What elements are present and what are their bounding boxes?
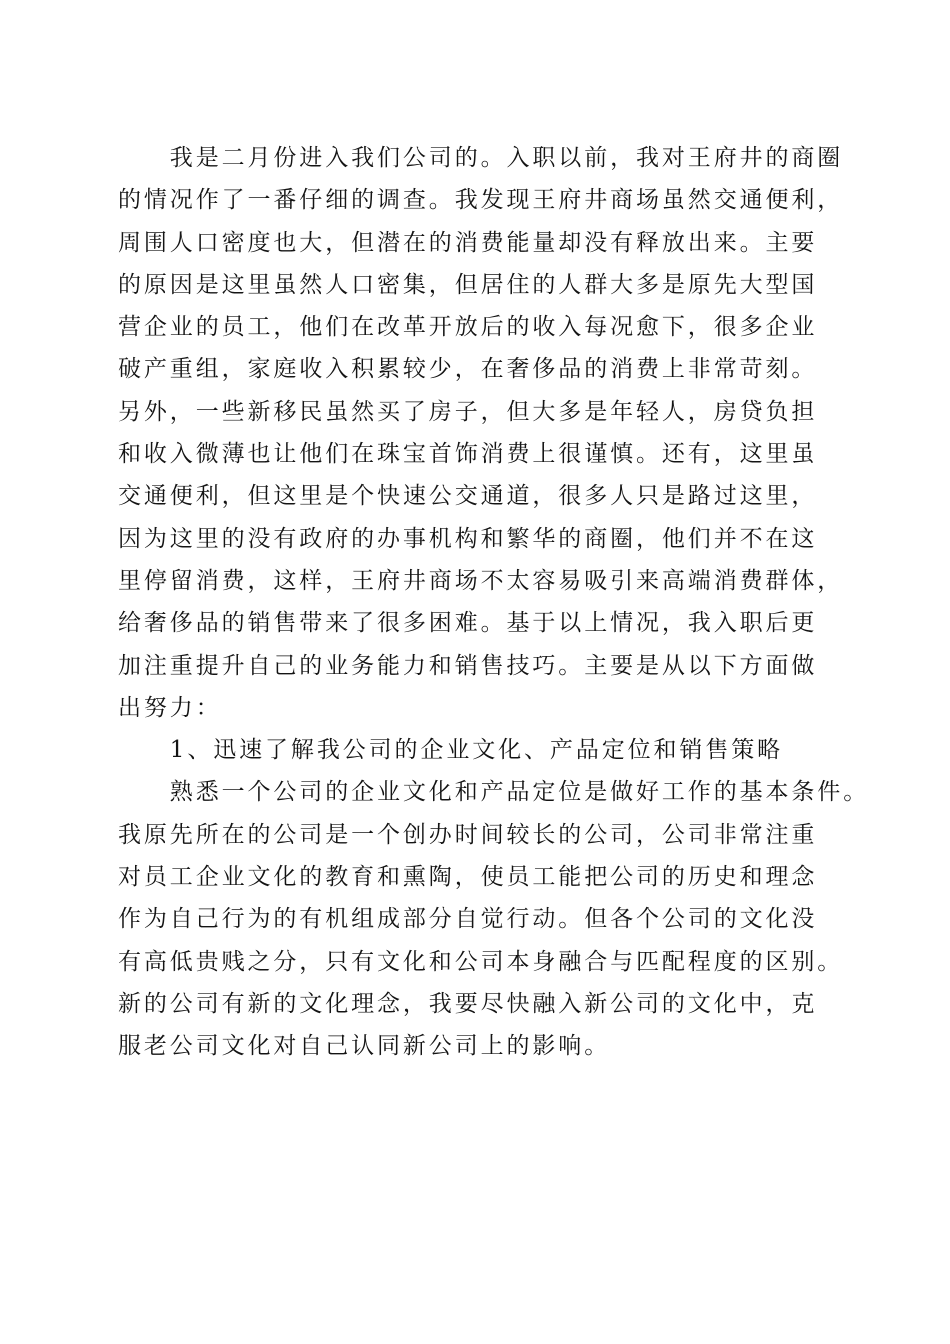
section-heading: 1、迅速了解我公司的企业文化、产品定位和销售策略 (118, 737, 784, 764)
text-line-11: 里停留消费，这样，王府井商场不太容易吸引来高端消费群体， (118, 567, 844, 594)
text-line-8: 和收入微薄也让他们在珠宝首饰消费上很谨慎。还有，这里虽 (118, 441, 818, 468)
text-line-5: 营企业的员工，他们在改革开放后的收入每况愈下，很多企业 (118, 314, 818, 341)
text-line-10: 因为这里的没有政府的办事机构和繁华的商圈，他们并不在这 (118, 525, 818, 552)
text-line-18: 对员工企业文化的教育和熏陶，使员工能把公司的历史和理念 (118, 864, 818, 891)
text-line-14: 出努力： (118, 694, 222, 721)
text-line-7: 另外，一些新移民虽然买了房子，但大多是年轻人，房贷负担 (118, 398, 818, 425)
text-line-20: 有高低贵贱之分，只有文化和公司本身融合与匹配程度的区别。 (118, 948, 844, 975)
text-line-4: 的原因是这里虽然人口密集，但居住的人群大多是原先大型国 (118, 271, 818, 298)
text-line-17: 我原先所在的公司是一个创办时间较长的公司，公司非常注重 (118, 821, 818, 848)
text-line-1: 我是二月份进入我们公司的。入职以前，我对王府井的商圈 (118, 145, 844, 171)
text-line-16: 熟悉一个公司的企业文化和产品定位是做好工作的基本条件。 (118, 779, 870, 806)
text-line-22: 服老公司文化对自己认同新公司上的影响。 (118, 1033, 611, 1060)
document-body (118, 137, 870, 1068)
text-line-13: 加注重提升自己的业务能力和销售技巧。主要是从以下方面做 (118, 652, 818, 679)
text-line-9: 交通便利，但这里是个快速公交通道，很多人只是路过这里， (118, 483, 818, 510)
text-line-2: 的情况作了一番仔细的调查。我发现王府井商场虽然交通便利， (118, 187, 844, 214)
text-line-6: 破产重组，家庭收入积累较少，在奢侈品的消费上非常苛刻。 (118, 356, 818, 383)
text-line-21: 新的公司有新的文化理念，我要尽快融入新公司的文化中，克 (118, 990, 818, 1017)
text-line-12: 给奢侈品的销售带来了很多困难。基于以上情况，我入职后更 (118, 610, 818, 637)
text-line-3: 周围人口密度也大，但潜在的消费能量却没有释放出来。主要 (118, 229, 818, 256)
text-line-19: 作为自己行为的有机组成部分自觉行动。但各个公司的文化没 (118, 906, 818, 933)
